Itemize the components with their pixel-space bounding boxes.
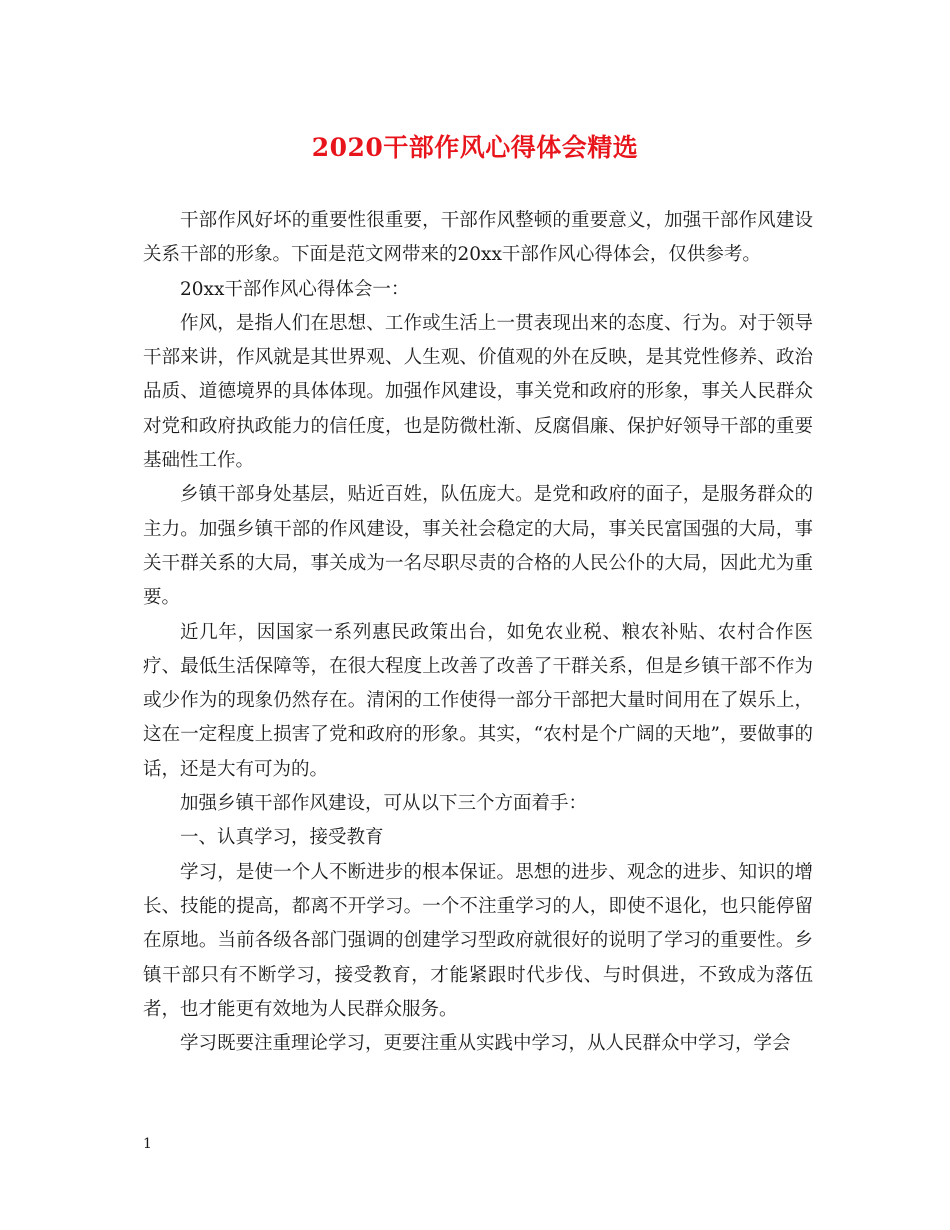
paragraph: 干部作风好坏的重要性很重要，干部作风整顿的重要意义，加强干部作风建设关系干部的形象。下面是范文网带来的20xx干部作风心得体会，仅供参考。 <box>143 210 813 266</box>
paragraph: 乡镇干部身处基层，贴近百姓，队伍庞大。是党和政府的面子，是服务群众的主力。加强乡镇干部的作风建设，事关社会稳定的大局，事关民富国强的大局，事关干群关系的大局，事关成为一名尽职尽责的合格的人民公仆的大局，因此尤为重要。 <box>143 484 813 609</box>
paragraph: 作风，是指人们在思想、工作或生活上一贯表现出来的态度、行为。对于领导干部来讲，作风就是其世界观、人生观、价值观的外在反映，是其党性修养、政治品质、道德境界的具体体现。加强作风建设，事关党和政府的形象，事关人民群众对党和政府执政能力的信任度，也是防微杜渐、反腐倡廉、保护好领导干部的重要基础性工作。 <box>143 312 813 472</box>
paragraph: 20xx干部作风心得体会一： <box>180 278 410 300</box>
document-title: 2020干部作风心得体会精选 <box>311 133 639 162</box>
paragraph: 近几年，因国家一系列惠民政策出台，如免农业税、粮农补贴、农村合作医疗、最低生活保障等，在很大程度上改善了改善了干群关系，但是乡镇干部不作为或少作为的现象仍然存在。清闲的工作使得一部分干部把大量时间用在了娱乐上，这在一定程度上损害了党和政府的形象。其实，“农村是个广阔的天地”，要做事的话，还是大有可为的。 <box>143 621 813 780</box>
paragraph: 加强乡镇干部作风建设，可从以下三个方面着手： <box>180 793 588 815</box>
document-body <box>143 204 813 1061</box>
section-heading: 一、认真学习，接受教育 <box>180 827 384 849</box>
paragraph: 学习，是使一个人不断进步的根本保证。思想的进步、观念的进步、知识的增长、技能的提高，都离不开学习。一个不注重学习的人，即使不退化，也只能停留在原地。当前各级各部门强调的创建学习型政府就很好的说明了学习的重要性。乡镇干部只有不断学习，接受教育，才能紧跟时代步伐、与时俱进，不致成为落伍者，也才能更有效地为人民群众服务。 <box>143 861 813 1020</box>
page-number: 1 <box>143 1136 152 1152</box>
paragraph: 学习既要注重理论学习，更要注重从实践中学习，从人民群众中学习，学会 <box>180 1033 791 1055</box>
